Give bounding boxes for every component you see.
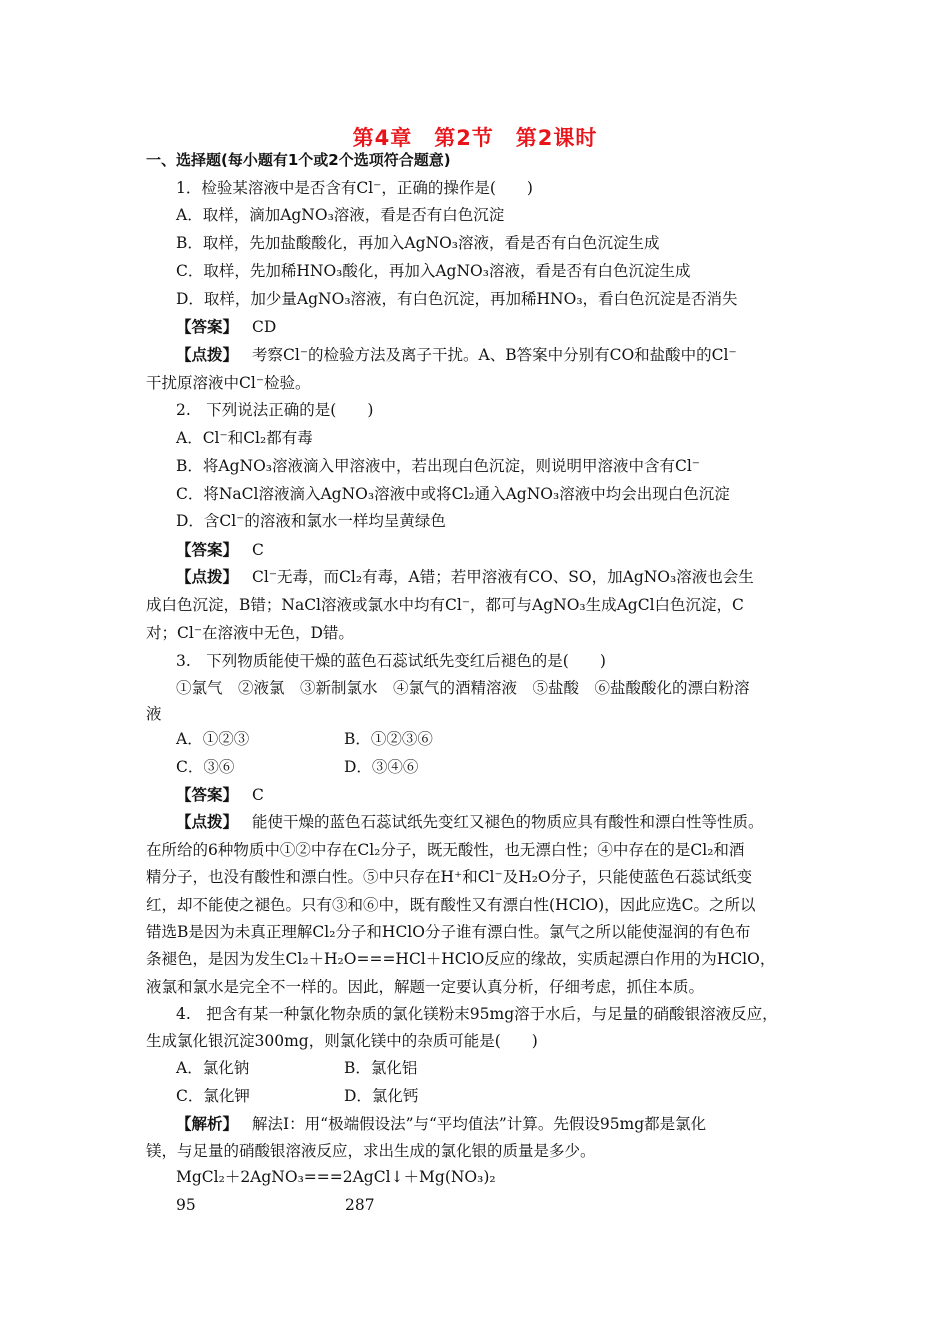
q4-analysis-row [176,1114,706,1134]
q3-note-line-6: 条褪色，是因为发生Cl₂＋H₂O===HCl＋HClO反应的缘故，实质起漂白作用的为HClO， [146,950,776,968]
q1-option-a: A．取样，滴加AgNO₃溶液，看是否有白色沉淀 [176,206,505,224]
q2-stem: 2. 下列说法正确的是( ) [176,401,374,419]
q1-note-row [176,345,737,365]
q4-stem-line-1: 4. 把含有某一种氯化物杂质的氯化镁粉末95mg溶于水后，与足量的硝酸银溶液反应， [176,1005,778,1023]
note-tag: 【点拨】 [176,813,239,831]
section-heading: 一、选择题(每小题有1个或2个选项符合题意) [146,151,451,169]
q4-stem-line-2: 生成氯化银沉淀300mg，则氯化镁中的杂质可能是( ) [146,1032,538,1050]
q3-note-line-4: 红，却不能使之褪色。只有③和⑥中，既有酸性又有漂白性(HClO)，因此应选C。之所以 [146,896,756,914]
q2-option-b: B．将AgNO₃溶液滴入甲溶液中，若出现白色沉淀，则说明甲溶液中含有Cl⁻ [176,457,700,475]
q2-answer: C [252,541,264,559]
q3-items-line-1: ①氯气 ②液氯 ③新制氯水 ④氯气的酒精溶液 ⑤盐酸 ⑥盐酸酸化的漂白粉溶 [176,679,750,697]
q3-answer: C [252,786,264,804]
q3-option-a: A．①②③ [176,730,250,748]
q3-note-line-1: 能使干燥的蓝色石蕊试纸先变红又褪色的物质应具有酸性和漂白性等性质。 [252,813,764,831]
q2-option-a: A．Cl⁻和Cl₂都有毒 [176,429,313,447]
answer-tag: 【答案】 [176,786,239,804]
q3-option-d: D．③④⑥ [344,758,419,776]
q3-note-row [176,812,764,832]
q3-items-line-2: 液 [146,705,162,723]
q3-note-line-2: 在所给的6种物质中①②中存在Cl₂分子，既无酸性，也无漂白性；④中存在的是Cl₂和酒 [146,841,745,859]
q4-option-a: A．氯化钠 [176,1059,250,1077]
q1-option-b: B．取样，先加盐酸酸化，再加入AgNO₃溶液，看是否有白色沉淀生成 [176,234,660,252]
q1-note-line-1: 考察Cl⁻的检验方法及离子干扰。A、B答案中分别有CO和盐酸中的Cl⁻ [252,346,737,364]
answer-tag: 【答案】 [176,541,239,559]
q1-note-line-2: 干扰原溶液中Cl⁻检验。 [146,374,311,392]
q3-note-line-7: 液氯和氯水是完全不一样的。因此，解题一定要认真分析，仔细考虑，抓住本质。 [146,978,705,996]
q1-option-d: D．取样，加少量AgNO₃溶液，有白色沉淀，再加稀HNO₃，看白色沉淀是否消失 [176,290,738,308]
q4-option-c: C．氯化钾 [176,1087,250,1105]
q2-option-d: D．含Cl⁻的溶液和氯水一样均呈黄绿色 [176,512,446,530]
q1-option-c: C．取样，先加稀HNO₃酸化，再加入AgNO₃溶液，看是否有白色沉淀生成 [176,262,691,280]
q3-note-line-3: 精分子，也没有酸性和漂白性。⑤中只存在H⁺和Cl⁻及H₂O分子，只能使蓝色石蕊试纸变 [146,868,753,886]
answer-tag: 【答案】 [176,318,239,336]
page-title: 第4章 第2节 第2课时 [352,126,598,150]
q1-answer-row [176,317,276,337]
q4-equation: MgCl₂＋2AgNO₃===2AgCl↓＋Mg(NO₃)₂ [176,1168,496,1186]
q2-note-line-3: 对；Cl⁻在溶液中无色，D错。 [146,624,354,642]
analysis-tag: 【解析】 [176,1115,239,1133]
q2-option-c: C．将NaCl溶液滴入AgNO₃溶液中或将Cl₂通入AgNO₃溶液中均会出现白色沉淀 [176,485,730,503]
q4-analysis-line-1: 解法Ⅰ：用“极端假设法”与“平均值法”计算。先假设95mg都是氯化 [252,1115,707,1133]
q4-analysis-line-2: 镁，与足量的硝酸银溶液反应，求出生成的氯化银的质量是多少。 [146,1142,596,1160]
q3-note-line-5: 错选B是因为未真正理解Cl₂分子和HClO分子谁有漂白性。氯气之所以能使湿润的有色布 [146,923,751,941]
q4-option-b: B．氯化铝 [344,1059,418,1077]
q3-answer-row [176,785,264,805]
q2-answer-row [176,540,264,560]
q1-stem: 1．检验某溶液中是否含有Cl⁻，正确的操作是( ) [176,179,533,197]
q1-answer: CD [252,318,277,336]
q2-note-line-1: Cl⁻无毒，而Cl₂有毒，A错；若甲溶液有CO、SO，加AgNO₃溶液也会生 [252,568,754,586]
q4-option-d: D．氯化钙 [344,1087,419,1105]
q4-mass-mgcl2: 95 [176,1196,196,1214]
q2-note-row [176,567,754,587]
q3-stem: 3. 下列物质能使干燥的蓝色石蕊试纸先变红后褪色的是( ) [176,652,606,670]
q3-option-c: C．③⑥ [176,758,235,776]
note-tag: 【点拨】 [176,346,239,364]
note-tag: 【点拨】 [176,568,239,586]
q2-note-line-2: 成白色沉淀，B错；NaCl溶液或氯水中均有Cl⁻，都可与AgNO₃生成AgCl白色沉淀，C [146,596,744,614]
q4-mass-agcl: 287 [345,1196,375,1214]
q3-option-b: B．①②③⑥ [344,730,433,748]
